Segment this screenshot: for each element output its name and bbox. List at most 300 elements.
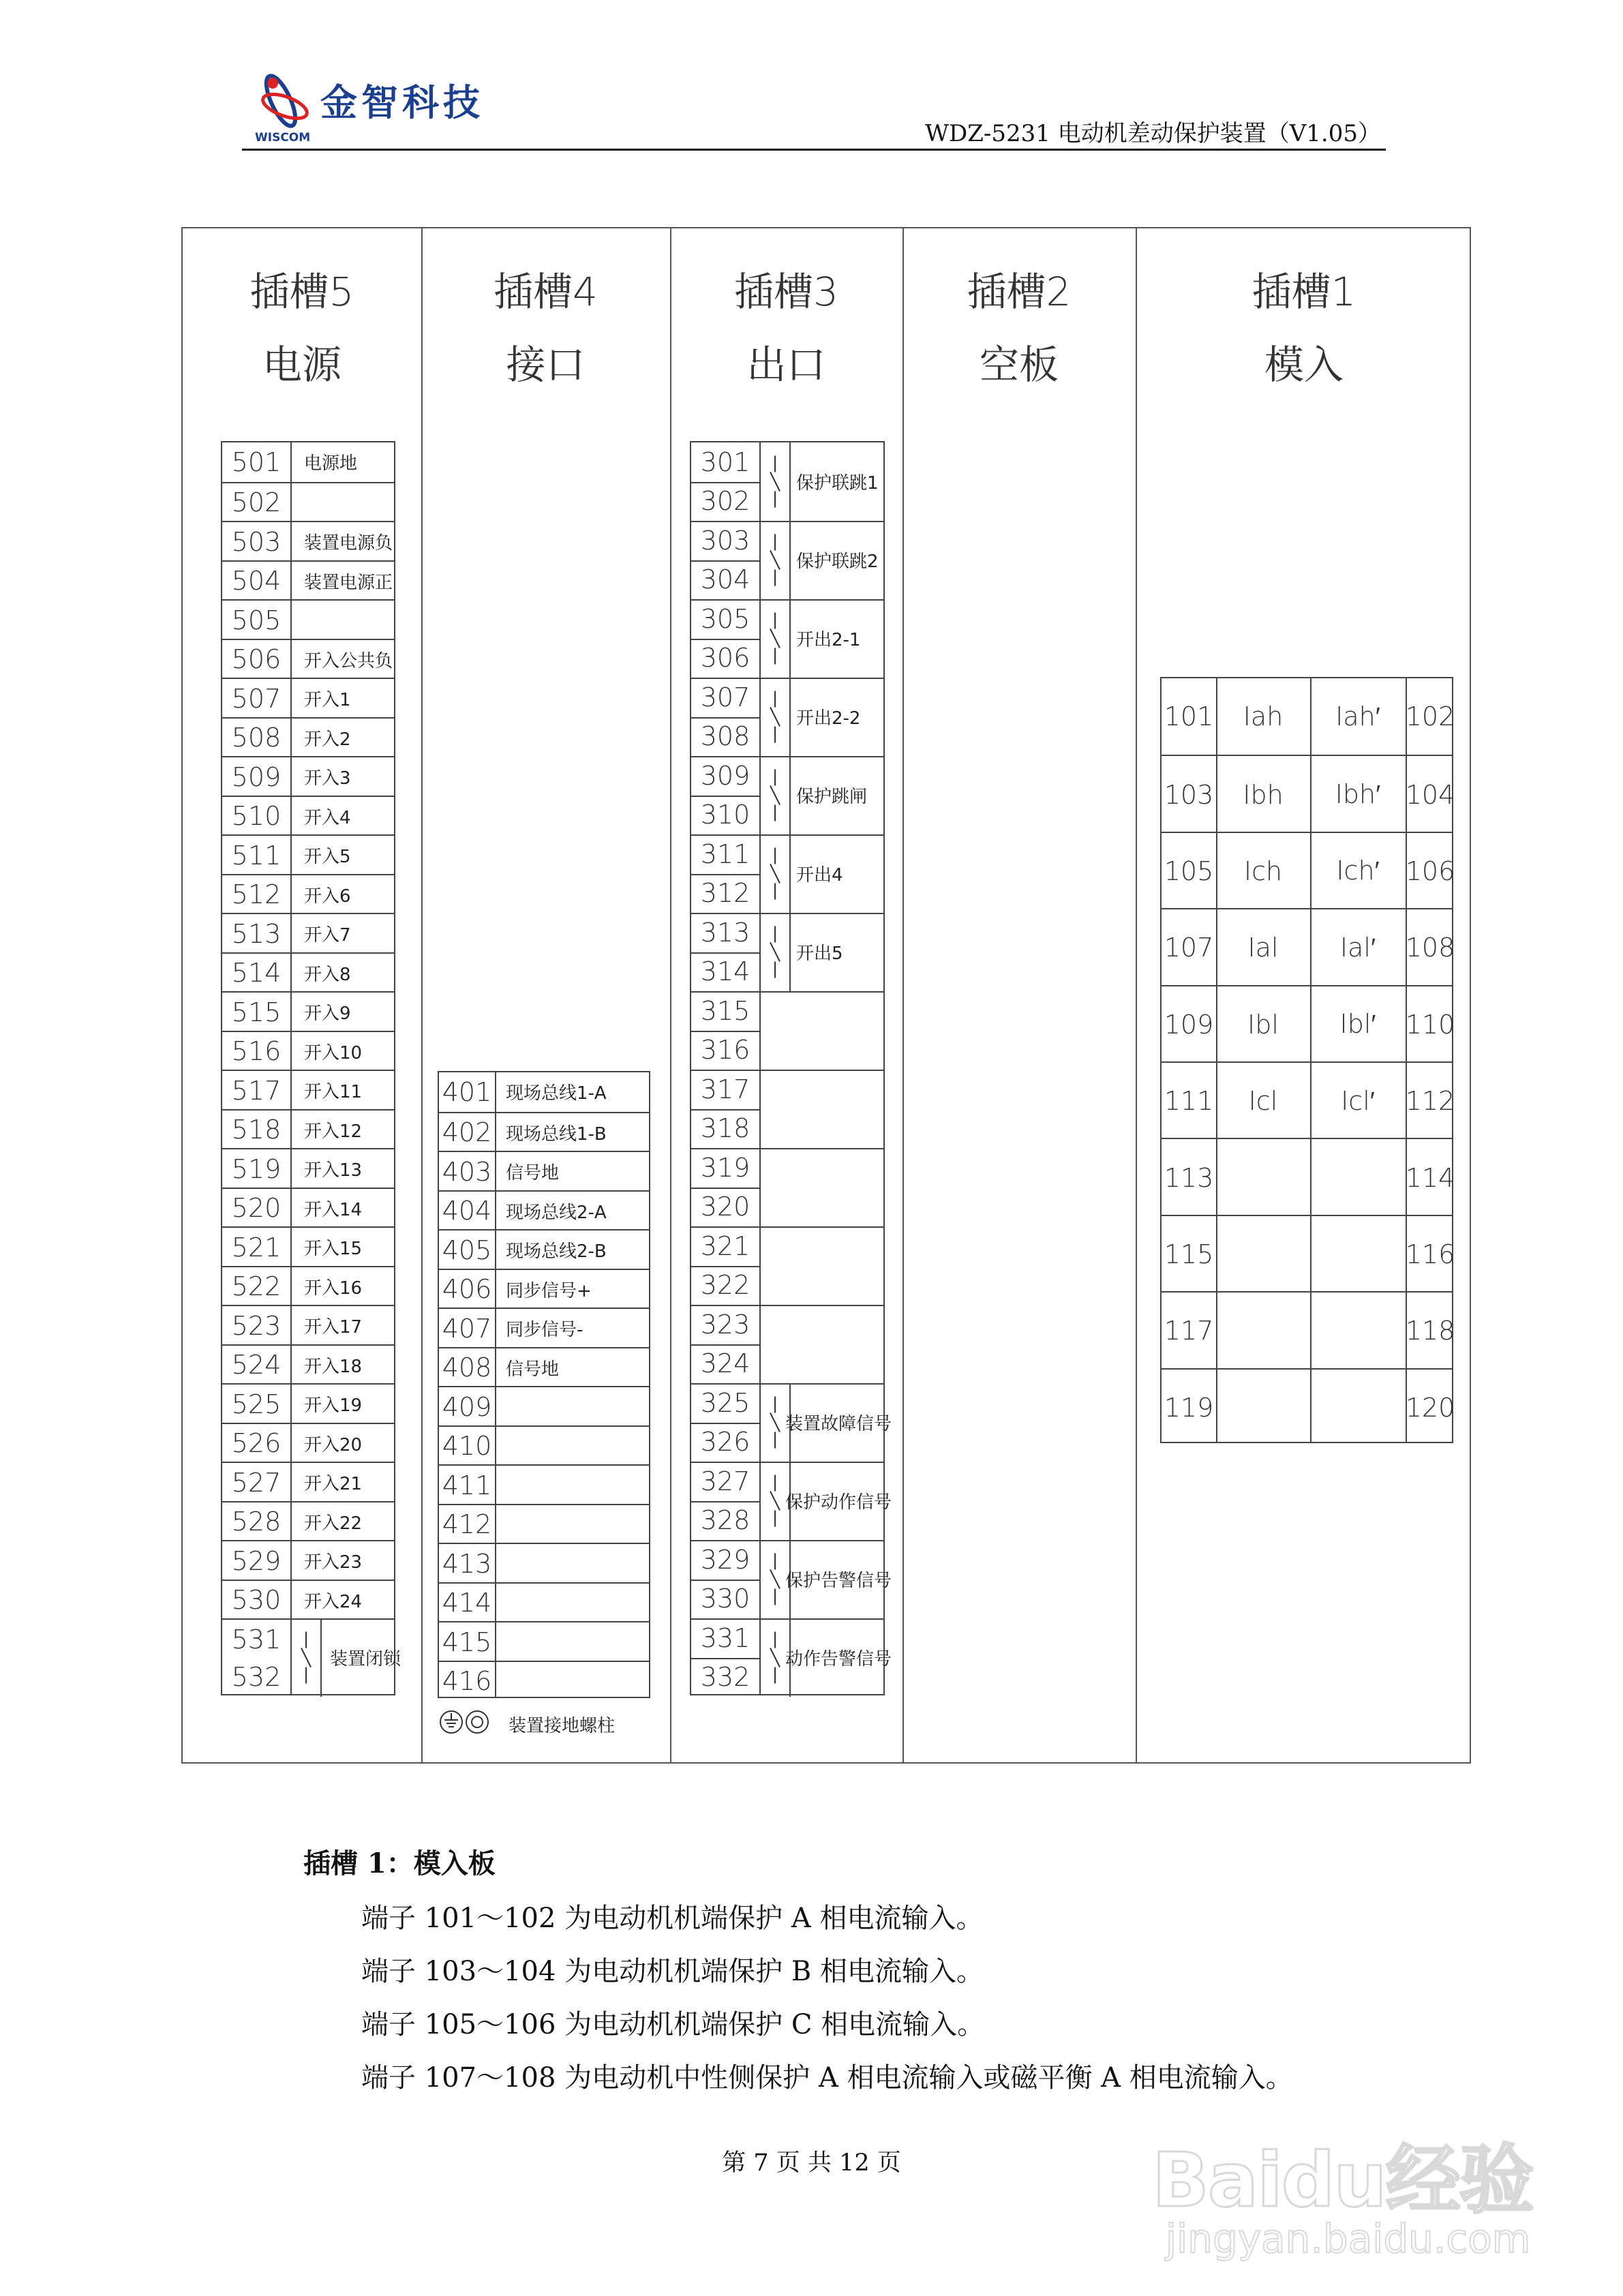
terminal-number: 316 [700,1035,750,1066]
slot-divider [1136,228,1137,1762]
terminal-number: 407 [442,1313,492,1344]
terminal-number: 107 [1164,933,1214,963]
terminal-number: 523 [231,1310,282,1341]
terminal-number: 330 [700,1584,750,1614]
terminal-number: 521 [231,1232,282,1263]
slot1-terminal-table [1160,677,1453,1443]
table-row [439,1151,649,1192]
table-row [439,1504,649,1545]
slot2-heading [902,256,1136,402]
terminal-number: 308 [700,721,750,752]
terminal-label: 同步信号- [506,1320,583,1341]
output-contact [759,678,886,756]
column-divider [789,913,791,991]
table-row [1162,678,1455,755]
terminal-number: 502 [231,487,282,518]
output-contact [759,1462,892,1540]
table-row [439,1582,649,1623]
table-row [222,834,394,875]
table-row [1162,1215,1455,1293]
contact-icon [768,1540,783,1618]
terminal-number: 302 [700,486,750,517]
table-row [439,1072,649,1112]
table-row [222,1109,394,1150]
terminal-number: 332 [700,1662,750,1693]
terminal-number: 310 [700,800,750,830]
terminal-number: 411 [442,1470,492,1500]
table-row [439,1229,649,1270]
terminal-label: 现场总线1-B [506,1123,607,1145]
output-contact [759,599,886,678]
terminal-number: 109 [1164,1009,1214,1040]
terminal-number: 312 [700,878,750,909]
terminal-label: 电源地 [304,453,358,474]
contact-label: 开出2-2 [796,708,861,729]
slot5-terminal-table [221,441,401,1695]
ground-icon [438,1705,492,1739]
terminal-label: 开入8 [304,964,351,985]
slot1-subtitle: 模入 [1264,342,1344,389]
slot4-title: 插槽4 [494,269,598,315]
terminal-label: 开入14 [304,1199,363,1220]
terminal-number: 404 [442,1196,492,1226]
current-input-label: Icl [1248,1086,1278,1117]
terminal-number: 413 [442,1548,492,1579]
terminal-number: 522 [231,1271,282,1302]
terminal-number: 415 [442,1627,492,1657]
terminal-number: 524 [231,1350,282,1380]
column-divider [789,678,791,756]
terminal-number: 525 [231,1389,282,1419]
terminal-label: 现场总线2-B [506,1241,607,1263]
output-contact [759,1618,892,1697]
table-row [439,1347,649,1388]
terminal-diagram [181,227,1471,1764]
terminal-number: 110 [1405,1009,1455,1040]
slot1-title: 插槽1 [1252,269,1356,315]
terminal-label: 信号地 [506,1163,560,1184]
contact-label: 开出5 [796,943,843,964]
terminal-label: 开入10 [304,1042,363,1063]
ground-label: 装置接地螺柱 [509,1716,616,1736]
terminal-number: 512 [231,879,282,910]
contact-icon [768,1383,783,1462]
table-row [439,1386,649,1427]
slot5-heading [183,256,421,402]
terminal-number: 319 [700,1152,750,1183]
table-row [439,1543,649,1584]
terminal-number: 505 [231,605,282,635]
contact-label: 装置故障信号 [785,1414,892,1434]
output-contact [759,1305,886,1383]
table-row [222,599,394,640]
terminal-label: 开入12 [304,1121,363,1142]
terminal-number: 528 [231,1507,282,1537]
terminal-label: 开入4 [304,807,351,828]
current-input-label [1310,1370,1406,1446]
terminal-number: 120 [1405,1392,1455,1423]
current-input-label [1216,1139,1310,1215]
terminal-number: 328 [700,1505,750,1536]
terminal-label: 开入1 [304,690,351,711]
terminal-number: 323 [700,1309,750,1340]
terminal-number: 414 [442,1588,492,1618]
terminal-number: 318 [700,1113,750,1144]
terminal-number: 509 [231,761,282,792]
terminal-number: 325 [700,1387,750,1418]
table-row [222,1266,394,1307]
terminal-number: 412 [442,1509,492,1540]
contact-label: 保护联跳2 [796,552,879,572]
watermark-url: jingyan.baidu.com [1166,2216,1531,2262]
terminal-number: 309 [700,760,750,791]
logo-subtext: WISCOM [255,131,311,145]
terminal-number: 101 [1164,701,1214,732]
terminal-number: 329 [700,1544,750,1575]
terminal-number: 406 [442,1274,492,1305]
contact-icon [299,1618,314,1697]
terminal-label: 开入24 [304,1591,363,1612]
terminal-label: 现场总线1-A [506,1083,607,1104]
terminal-number: 324 [700,1348,750,1379]
table-row [439,1425,649,1466]
terminal-number: 104 [1405,779,1455,810]
terminal-number: 402 [442,1117,492,1148]
terminal-label: 开入23 [304,1552,363,1573]
terminal-number: 508 [231,723,282,753]
terminal-number: 311 [700,839,750,869]
lockout-contact [290,1618,401,1697]
terminal-number: 313 [700,917,750,948]
terminal-number: 103 [1164,779,1214,810]
terminal-number: 416 [442,1666,492,1697]
terminal-number: 111 [1164,1086,1214,1117]
table-row [222,1501,394,1542]
terminal-label: 装置电源负 [304,533,393,554]
table-row [222,1383,394,1424]
slot5-subtitle: 电源 [262,342,342,389]
column-divider [789,834,791,913]
column-divider [789,756,791,834]
terminal-number: 106 [1405,856,1455,886]
table-row [222,639,394,680]
header-divider [242,149,1386,151]
logo-mark-icon [252,68,320,136]
contact-label: 装置闭锁 [330,1649,401,1670]
table-row [1162,1061,1455,1139]
terminal-number: 327 [700,1466,750,1496]
current-input-label [1310,1216,1406,1293]
table-row [222,1305,394,1346]
table-row [222,678,394,719]
terminal-number: 118 [1405,1316,1455,1346]
terminal-label: 开入3 [304,768,351,789]
terminal-number: 503 [231,526,282,557]
table-row [1162,985,1455,1063]
table-row [439,1112,649,1153]
column-divider [789,442,791,521]
output-contact [759,834,886,913]
output-contact [759,991,886,1070]
page-footer: 第 7 页 共 12 页 [722,2149,901,2177]
contact-label: 保护跳闸 [796,787,868,807]
table-row [1162,1138,1455,1215]
terminal-number: 519 [231,1153,282,1184]
column-divider [789,599,791,678]
terminal-label: 开入7 [304,925,351,946]
terminal-number: 517 [231,1075,282,1106]
table-row [222,991,394,1032]
terminal-number: 326 [700,1427,750,1457]
terminal-number: 305 [700,603,750,634]
table-row [222,442,394,482]
terminal-label: 开入17 [304,1317,363,1338]
table-row [439,1190,649,1231]
slot3-title: 插槽3 [734,269,838,315]
terminal-number: 320 [700,1192,750,1222]
output-contact [759,1070,886,1148]
table-row [222,1070,394,1111]
terminal-label: 信号地 [506,1359,560,1380]
terminal-number: 516 [231,1036,282,1067]
output-contact [759,1148,886,1226]
terminal-label: 开入21 [304,1474,363,1495]
terminal-number: 301 [700,447,750,477]
terminal-number: 530 [231,1585,282,1616]
contact-label: 动作告警信号 [785,1649,892,1670]
contact-label: 保护联跳1 [796,473,879,494]
table-row [222,952,394,993]
current-input-label: Iah′ [1335,701,1380,731]
terminal-number: 112 [1405,1086,1455,1117]
current-input-label: Ial′ [1339,932,1376,963]
slot3-terminal-table [690,441,892,1695]
terminal-number: 105 [1164,856,1214,886]
table-row [222,560,394,601]
output-contact [759,1540,892,1618]
contact-label: 保护告警信号 [785,1571,892,1591]
terminal-label: 开入15 [304,1239,363,1260]
terminal-number: 117 [1164,1316,1214,1346]
output-contact [759,756,886,834]
contact-icon [768,678,783,756]
terminal-label: 开入公共负 [304,650,393,671]
terminal-number: 531 [231,1624,282,1655]
slot3-heading [670,256,902,402]
terminal-number: 322 [700,1270,750,1301]
terminal-number: 115 [1164,1239,1214,1269]
slot-divider [902,228,904,1762]
slot2-subtitle: 空板 [979,342,1059,389]
table-row [1162,1368,1455,1446]
terminal-number: 314 [700,956,750,987]
terminal-number: 515 [231,997,282,1027]
terminal-label: 同步信号+ [506,1280,592,1301]
table-row [1162,1291,1455,1369]
terminal-label: 现场总线2-A [506,1202,607,1223]
terminal-number: 116 [1405,1239,1455,1269]
table-row [222,1188,394,1228]
terminal-label: 开入5 [304,847,351,868]
paragraph: 端子 105～106 为电动机机端保护 C 相电流输入。 [361,2009,985,2040]
terminal-label: 开入18 [304,1356,363,1377]
terminal-label: 开入20 [304,1434,363,1455]
current-input-label: Ich′ [1336,856,1380,886]
contact-label: 开出2-1 [796,630,861,650]
terminal-number: 113 [1164,1162,1214,1193]
terminal-label: 开入13 [304,1160,363,1181]
table-row [222,1031,394,1072]
company-logo [252,68,484,150]
table-row [222,1344,394,1385]
output-contact [759,913,886,991]
contact-icon [768,521,783,599]
contact-label: 保护动作信号 [785,1492,892,1513]
current-input-label: Ibh [1243,779,1284,810]
terminal-number: 532 [231,1662,282,1693]
slot3-subtitle: 出口 [746,342,826,389]
table-row [1162,908,1455,986]
output-contact [759,521,886,599]
terminal-number: 511 [231,840,282,871]
output-contact [759,442,886,521]
watermark [1152,2086,1534,2263]
table-row [439,1661,649,1702]
slot4-terminal-table [438,1071,650,1698]
terminal-number: 304 [700,564,750,595]
table-row [222,1423,394,1464]
current-input-label: Ibl [1247,1009,1279,1040]
slot1-heading [1136,256,1472,402]
terminal-number: 507 [231,683,282,714]
contact-icon [768,1462,783,1540]
ground-stud [438,1705,669,1739]
terminal-number: 408 [442,1353,492,1383]
current-input-label [1310,1293,1406,1369]
terminal-number: 513 [231,918,282,949]
terminal-number: 306 [700,643,750,674]
terminal-number: 114 [1405,1162,1455,1193]
logo-text: 金智科技 [320,81,484,124]
table-row [222,756,394,797]
current-input-label: Ibl′ [1339,1009,1376,1040]
current-input-label: Icl′ [1341,1085,1375,1116]
watermark-text: Baidu经验 [1152,2136,1533,2224]
terminal-label: 开入22 [304,1513,363,1534]
terminal-number: 321 [700,1230,750,1261]
terminal-number: 108 [1405,933,1455,963]
terminal-label: 开入2 [304,729,351,750]
contact-icon [768,756,783,834]
terminal-number: 501 [231,447,282,477]
current-input-label [1216,1293,1310,1369]
output-contact [759,1226,886,1305]
table-row [439,1269,649,1310]
section-title: 插槽 1：模入板 [303,1847,496,1879]
terminal-number: 317 [700,1074,750,1104]
table-row [222,1540,394,1581]
table-row [222,1462,394,1502]
terminal-number: 403 [442,1156,492,1187]
table-row [1162,832,1455,909]
slot4-heading [421,256,670,402]
table-row [222,1226,394,1267]
slot2-title: 插槽2 [967,269,1072,315]
column-divider [789,521,791,599]
terminal-number: 510 [231,801,282,832]
slot-divider [421,228,423,1762]
terminal-number: 102 [1405,701,1455,732]
terminal-label: 装置电源正 [304,572,393,593]
column-divider [320,1618,322,1697]
current-input-label: Ial [1247,933,1279,963]
contact-icon [768,599,783,678]
paragraph: 端子 107～108 为电动机中性侧保护 A 相电流输入或磁平衡 A 相电流输入。 [361,2062,1293,2094]
paragraph: 端子 101～102 为电动机机端保护 A 相电流输入。 [361,1903,984,1934]
terminal-number: 303 [700,525,750,556]
paragraph: 端子 103～104 为电动机机端保护 B 相电流输入。 [361,1956,984,1987]
contact-icon [768,913,783,991]
contact-icon [768,1618,783,1697]
table-row [222,874,394,915]
slot4-subtitle: 接口 [506,342,586,389]
terminal-number: 526 [231,1428,282,1459]
table-row [222,796,394,836]
terminal-number: 410 [442,1431,492,1462]
terminal-label: 开入9 [304,1003,351,1025]
terminal-number: 529 [231,1545,282,1576]
terminal-number: 315 [700,995,750,1026]
current-input-label: Ich [1243,856,1283,886]
table-row [222,482,394,523]
terminal-number: 307 [700,682,750,712]
terminal-label: 开入19 [304,1395,363,1417]
contact-label: 开出4 [796,865,843,886]
slot5-title: 插槽5 [249,269,354,315]
table-row [222,521,394,562]
document-title: WDZ-5231 电动机差动保护装置（V1.05） [925,120,1381,147]
terminal-number: 401 [442,1076,492,1107]
terminal-label: 开入6 [304,886,351,907]
current-input-label: Iah [1243,701,1284,732]
table-row [222,1148,394,1189]
terminal-number: 514 [231,958,282,988]
slot-divider [670,228,671,1762]
contact-icon [768,834,783,913]
terminal-number: 405 [442,1235,492,1265]
table-row [222,1580,394,1620]
terminal-number: 331 [700,1622,750,1653]
terminal-number: 119 [1164,1392,1214,1423]
current-input-label [1310,1139,1406,1215]
terminal-number: 527 [231,1467,282,1498]
table-row [439,1308,649,1348]
current-input-label: Ibh′ [1335,779,1381,810]
terminal-number: 518 [231,1115,282,1145]
terminal-label: 开入16 [304,1278,363,1299]
terminal-number: 409 [442,1391,492,1422]
table-row [222,913,394,954]
current-input-label [1216,1216,1310,1293]
terminal-label: 开入11 [304,1082,363,1103]
terminal-number: 520 [231,1193,282,1224]
terminal-number: 506 [231,644,282,675]
table-row [439,1464,649,1505]
table-row [222,717,394,758]
table-row [1162,755,1455,832]
contact-icon [768,442,783,521]
table-row [439,1621,649,1662]
